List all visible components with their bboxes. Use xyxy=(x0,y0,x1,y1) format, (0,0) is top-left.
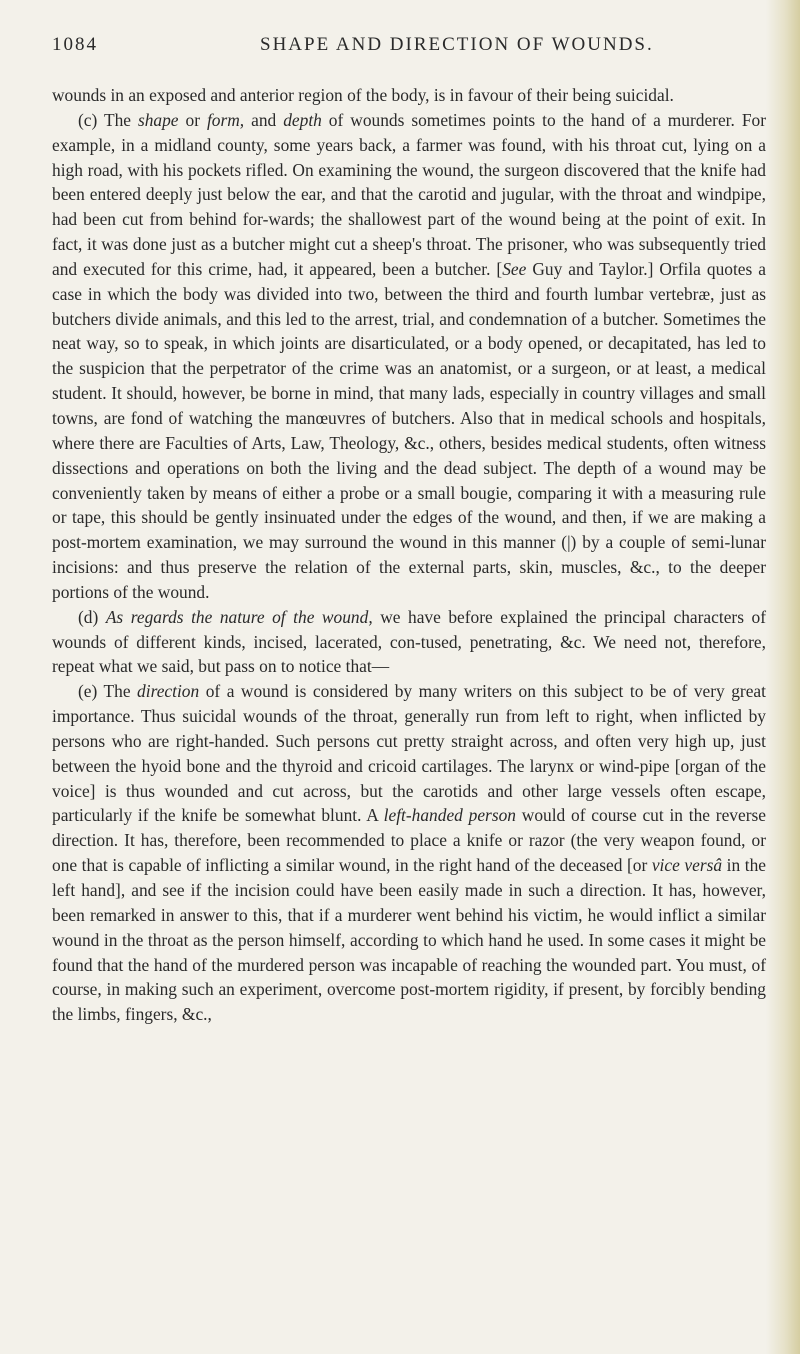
italic-text: As regards the nature of the wound, xyxy=(105,606,373,627)
text-run: (e) The xyxy=(78,681,138,702)
text-run: would of course cut in the reverse direction. It has, therefore, been recommended to place a knife or razor (the very weapon found, or one that is capable of inflicting a similar wound, in the right hand of the deceased [or xyxy=(52,805,767,876)
italic-text: depth xyxy=(283,109,322,130)
page-number: 1084 xyxy=(52,34,98,55)
italic-text: left-handed person xyxy=(383,805,516,826)
italic-text: shape xyxy=(137,109,179,130)
body-text xyxy=(52,83,766,1027)
italic-text: vice versâ xyxy=(651,855,723,876)
paragraph xyxy=(52,605,766,680)
text-run: or xyxy=(178,109,207,130)
text-run: and xyxy=(244,109,284,130)
page-edge-shadow xyxy=(766,0,800,1354)
running-title: SHAPE AND DIRECTION OF WOUNDS. xyxy=(260,34,654,55)
paragraph xyxy=(52,108,766,605)
paragraph xyxy=(52,83,766,108)
text-run: wounds in an exposed and anterior region of the body, is in favour of their being suicidal. xyxy=(52,85,674,105)
text-run: we have before explained the principal characters of wounds of different kinds, incised, lacerated, con-tused, penetrating, &c. We need not, therefore, repeat what we said, but pass on to notice that— xyxy=(52,606,766,677)
text-run: (d) xyxy=(78,606,106,627)
italic-text: form, xyxy=(206,109,245,130)
text-run: (c) The xyxy=(78,109,138,130)
text-run: of a wound is considered by many writers on this subject to be of very great importance. Thus suicidal wounds of the throat, generally run from left to right, when inflicted by persons who are right-handed. Such persons cut pretty straight across, and often very high up, just between the hyoid bone and the thyroid and cricoid cartilages. The larynx or wind-pipe [organ of the voice] is thus wounded and cut across, but the carotids and other large vessels often escape, particularly if the knife be somewhat blunt. A xyxy=(52,681,766,826)
paragraph xyxy=(52,679,766,1027)
text-run: in the left hand], and see if the incision could have been easily made in such a direction. It has, however, been remarked in answer to this, that if a murderer went behind his victim, he would inflict a similar wound in the throat as the person himself, according to which hand he used. In some cases it might be found that the hand of the murdered person was incapable of reaching the wounded part. You must, of course, in making such an experiment, overcome post-mortem rigidity, if present, by forcibly bending the limbs, fingers, &c., xyxy=(52,855,766,1025)
text-run: Guy and Taylor.] Orfila quotes a case in which the body was divided into two, between the third and fourth lumbar vertebræ, just as butchers divide animals, and this led to the arrest, trial, and condemnation of a butcher. Sometimes the neat way, so to speak, in which joints are disarticulated, or a body opened, or decapitated, has led to the suspicion that the perpetrator of the crime was an anatomist, or a surgeon, or at least, a medical student. It should, however, be borne in mind, that many lads, especially in country villages and small towns, are fond of watching the manœuvres of butchers. Also that in medical schools and hospitals, where there are Faculties of Arts, Law, Theology, &c., others, besides medical students, often witness dissections and operations on both the living and the dead subject. The depth of a wound may be conveniently taken by means of either a probe or a small bougie, comparing it with a measuring rule or tape, this should be gently insinuated under the edges of the wound, and then, if we are making a post-mortem examination, we may surround the wound in this manner (|) by a couple of semi-lunar incisions: and thus preserve the relation of the external parts, skin, muscles, &c., to the deeper portions of the wound. xyxy=(52,258,766,602)
page-header xyxy=(52,34,742,64)
text-run: of wounds sometimes points to the hand of a murderer. For example, in a midland county, some years back, a farmer was found, with his throat cut, lying on a high road, with his pockets rifled. On examining the wound, the surgeon discovered that the knife had been entered deeply just below the ear, and that the carotid and jugular, with the throat and windpipe, had been cut from behind for-wards; the shallowest part of the wound being at the point of exit. In fact, it was done just as a butcher might cut a sheep's throat. The prisoner, who was subsequently tried and executed for this crime, had, it appeared, been a butcher. [ xyxy=(52,109,766,279)
italic-text: See xyxy=(502,258,527,279)
italic-text: direction xyxy=(137,681,200,702)
